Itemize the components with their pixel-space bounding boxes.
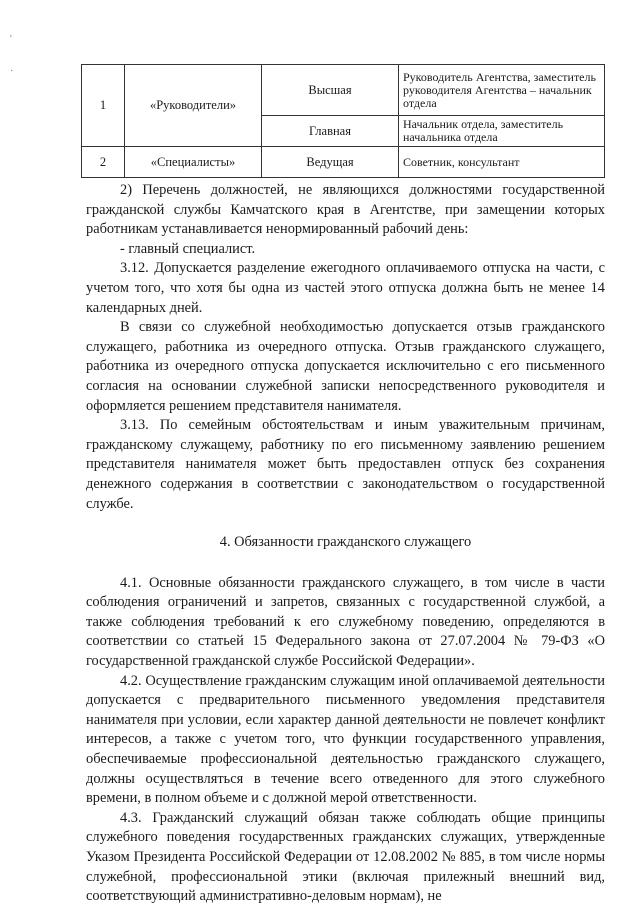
position-group: «Специалисты» xyxy=(125,147,262,178)
table-row xyxy=(82,147,605,178)
paragraph-4-3: 4.3. Гражданский служащий обязан также соблюдать общие принципы служебного поведения государственных гражданских служащих, утвержденные Указом Президента Российской Федерации от 12.08.2002 № 885, в том числе нормы служебной, профессиональной этики (включая прилежный внешний вид, соответствующий административно-деловым нормам), не xyxy=(86,809,605,905)
position-roles: Руководитель Агентства, заместитель руководителя Агентства – начальник отдела xyxy=(399,65,605,116)
position-level: Главная xyxy=(262,116,399,147)
margin-mark-1: ' xyxy=(10,34,12,45)
paragraph-3-12: 3.12. Допускается разделение ежегодного оплачиваемого отпуска на части, с учетом того, что хотя бы одна из частей этого отпуска должна быть не менее 14 календарных дней. xyxy=(86,260,605,316)
document-body xyxy=(86,181,605,907)
table-row xyxy=(82,65,605,116)
paragraph-3-12-recall: В связи со служебной необходимостью допускается отзыв гражданского служащего, работника из очередного отпуска. Отзыв гражданского служащего, работника из очередного отпуска допускается исключительно с его письменного согласия на основании служебной записки непосредственного руководителя и оформляется решением представителя нанимателя. xyxy=(86,319,605,414)
position-roles: Советник, консультант xyxy=(399,147,605,178)
paragraph-2: 2) Перечень должностей, не являющихся должностями государственной гражданской службы Камчатского края в Агентстве, при замещении которых работникам устанавливается ненормированный рабочий день: xyxy=(86,182,605,238)
section-4-title: 4. Обязанности гражданского служащего xyxy=(219,534,472,551)
row-number: 2 xyxy=(82,147,125,178)
positions-table xyxy=(81,64,605,178)
position-group: «Руководители» xyxy=(125,65,262,147)
position-roles: Начальник отдела, заместитель начальника отдела xyxy=(399,116,605,147)
position-level: Ведущая xyxy=(262,147,399,178)
margin-mark-2: · xyxy=(10,66,14,77)
position-level: Высшая xyxy=(262,65,399,116)
paragraph-2-list-item: - главный специалист. xyxy=(120,240,256,257)
paragraph-4-2: 4.2. Осуществление гражданским служащим иной оплачиваемой деятельности допускается с предварительного письменного уведомления представителя нанимателя при условии, если характер данной деятельности не повлечет конфликт интересов, а также с учетом того, что функции государственного управления, обеспечиваемые профессиональной деятельностью гражданского служащего, должны осуществляться в течение всего отведенного для этого служебного времени, в полном объеме и с должной мерой ответственности. xyxy=(86,672,605,807)
paragraph-3-13: 3.13. По семейным обстоятельствам и иным уважительным причинам, гражданскому служащему, работнику по его письменному заявлению решением представителя нанимателя может быть предоставлен отпуск без сохранения денежного содержания в соответствии с законодательством о государственной службе. xyxy=(86,417,605,512)
row-number: 1 xyxy=(82,65,125,147)
paragraph-4-1: 4.1. Основные обязанности гражданского служащего, в том числе в части соблюдения ограничений и запретов, связанных с государственной службой, а также соблюдения требований к его служебному поведению, определяются в соответствии со статьей 15 Федерального закона от 27.07.2004 № 79-ФЗ «О государственной гражданской службе Российской Федерации». xyxy=(86,574,605,670)
